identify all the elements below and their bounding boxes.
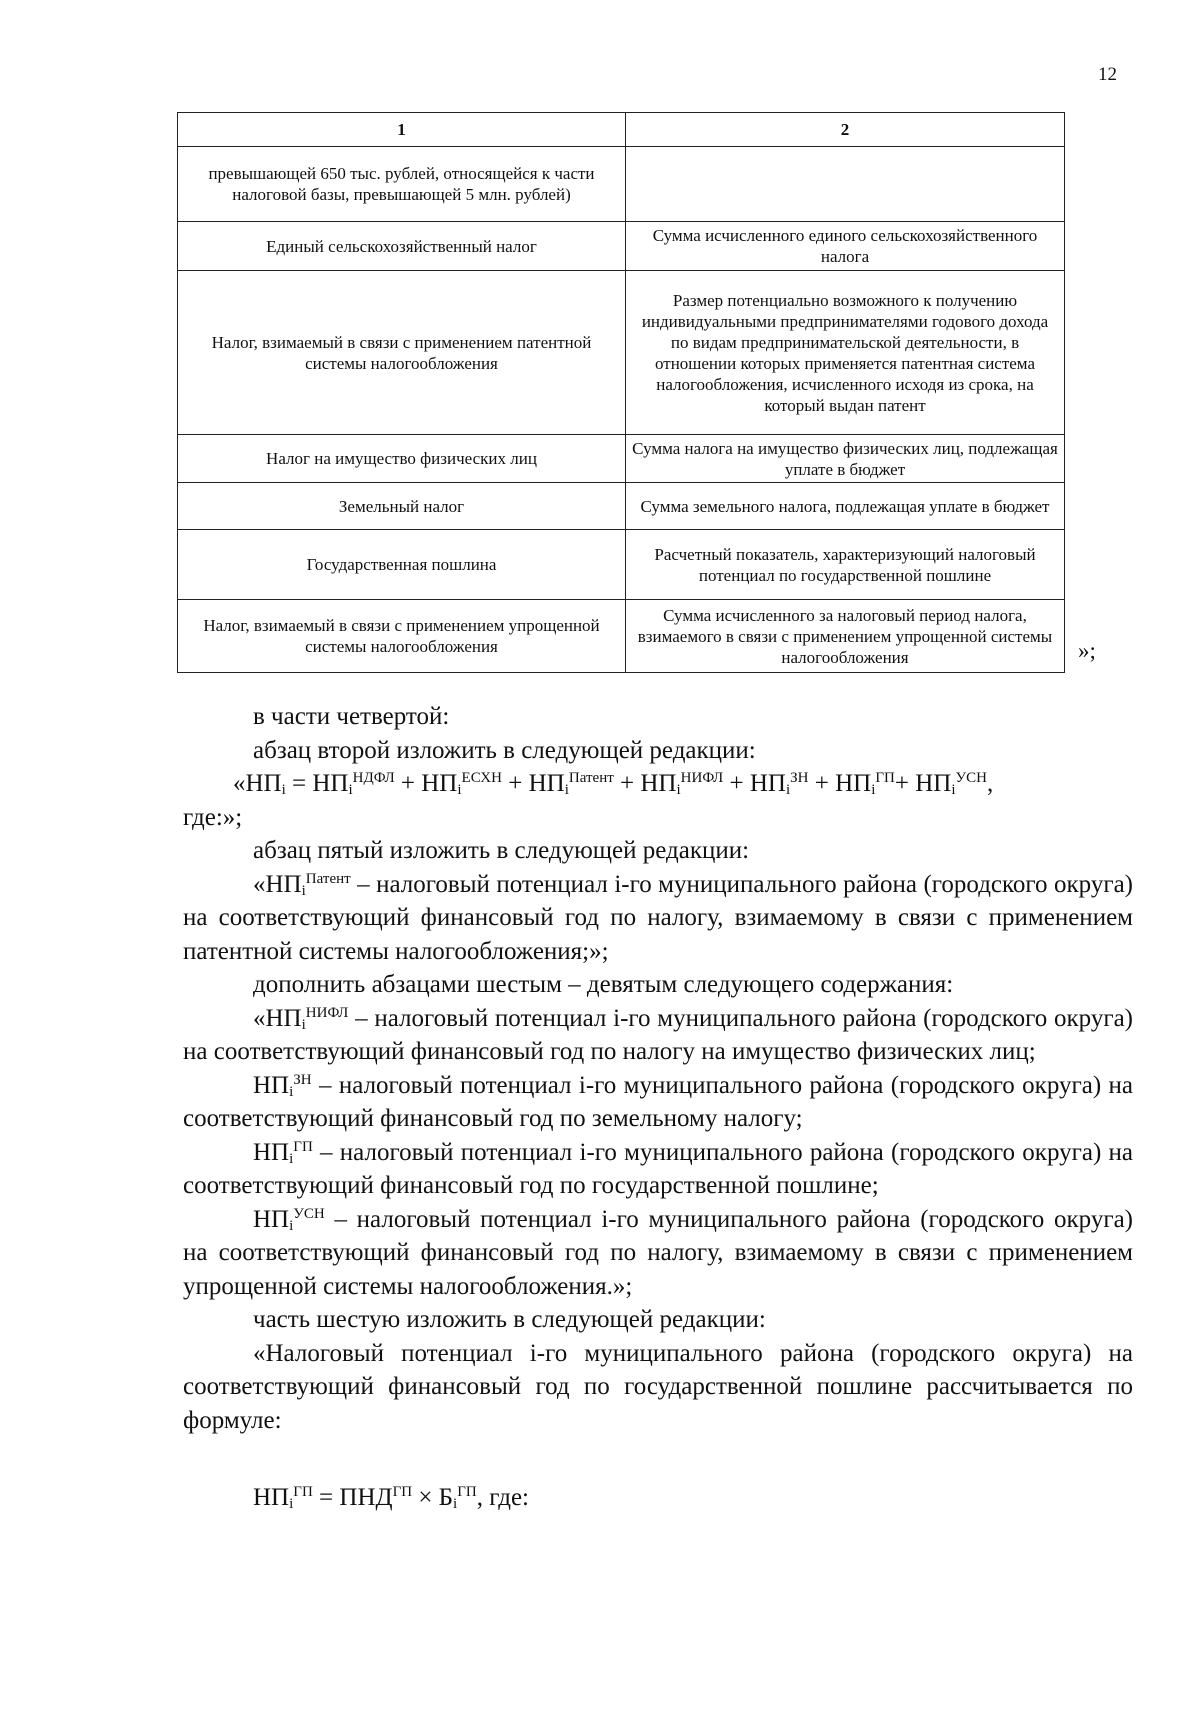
tax-base-cell: Расчетный показатель, характеризующий налоговый потенциал по государственной пошлине bbox=[626, 530, 1065, 600]
table-row bbox=[178, 530, 1065, 600]
tax-base-cell: Сумма исчисленного единого сельскохозяйственного налога bbox=[626, 222, 1065, 271]
paragraph: абзац второй изложить в следующей редакции: bbox=[253, 736, 756, 764]
definition-usn: $НП_i^{УСН}$ – налоговый потенциал i-го муниципального района (городского округа) на соответствующий финансовый год по налогу, взимаемому в связи с применением упрощенной системы налогообложения.»; bbox=[183, 1205, 1133, 1300]
table-closing-quote: »; bbox=[1078, 638, 1096, 663]
paragraph: абзац пятый изложить в следующей редакции: bbox=[253, 837, 750, 864]
tax-base-cell: Размер потенциально возможного к получению индивидуальными предпринимателями годового дохода по видам предпринимательской деятельности, в отношении которых применяется патентная система налогообложения, исчисленного исходя из срока, на который выдан патент bbox=[626, 271, 1065, 435]
column-header-2: 2 bbox=[626, 113, 1065, 147]
tax-name-cell: Налог, взимаемый в связи с применением патентной системы налогообложения bbox=[178, 271, 626, 435]
spacer bbox=[183, 1437, 1133, 1481]
paragraph: часть шестую изложить в следующей редакции: bbox=[253, 1306, 766, 1333]
tax-table bbox=[177, 112, 1065, 673]
tax-base-cell bbox=[626, 147, 1065, 222]
definition-nifl: «$НП_i^{НИФЛ}$ – налоговый потенциал i-го муниципального района (городского округа) на соответствующий финансовый год по налогу на имущество физических лиц; bbox=[183, 1004, 1133, 1065]
tax-name-cell: превышающей 650 тыс. рублей, относящейся к части налоговой базы, превышающей 5 млн. рублей) bbox=[178, 147, 626, 222]
tax-base-cell: Сумма налога на имущество физических лиц, подлежащая уплате в бюджет bbox=[626, 435, 1065, 483]
paragraph: «Налоговый потенциал i-го муниципального района (городского округа) на соответствующий финансовый год по государственной пошлине рассчитывается по формуле: bbox=[183, 1339, 1133, 1434]
definition-zn: $НП_i^{ЗН}$ – налоговый потенциал i-го муниципального района (городского округа) на соответствующий финансовый год по земельному налогу; bbox=[183, 1071, 1133, 1132]
tax-name-cell: Государственная пошлина bbox=[178, 530, 626, 600]
column-header-1: 1 bbox=[178, 113, 626, 147]
table-row bbox=[178, 147, 1065, 222]
table-row bbox=[178, 222, 1065, 271]
paragraph: дополнить абзацами шестым – девятым следующего содержания: bbox=[253, 971, 954, 998]
definition-patent: «$НП_i^{Патент}$ – налоговый потенциал i-го муниципального района (городского округа) на соответствующий финансовый год по налогу, взимаемому в связи с применением патентной системы налогообложения;»; bbox=[183, 870, 1133, 965]
formula-gp-potential: $НП_i^{ГП} = ПНД^{ГП} \times Б_i^{ГП}$, где: bbox=[253, 1484, 530, 1512]
tax-name-cell: Земельный налог bbox=[178, 483, 626, 530]
table-row bbox=[178, 271, 1065, 435]
page-number: 12 bbox=[1098, 64, 1117, 85]
paragraph: в части четвертой: bbox=[253, 703, 450, 730]
tax-base-cell: Сумма исчисленного за налоговый период налога, взимаемого в связи с применением упрощенной системы налогообложения bbox=[626, 600, 1065, 673]
formula-total-potential: «$НП_i = НП_i^{НДФЛ} + НП_i^{ЕСХН} + НП_i^{Патент} + НП_i^{НИФЛ} + НП_i^{ЗН} + НП_i^{ГП}+ НП_i^{УСН}$, bbox=[233, 770, 994, 798]
tax-name-cell: Единый сельскохозяйственный налог bbox=[178, 222, 626, 271]
body-text bbox=[183, 700, 1133, 1515]
tax-name-cell: Налог на имущество физических лиц bbox=[178, 435, 626, 483]
table-row bbox=[178, 483, 1065, 530]
tax-base-cell: Сумма земельного налога, подлежащая уплате в бюджет bbox=[626, 483, 1065, 530]
table-row bbox=[178, 600, 1065, 673]
definition-gp: $НП_i^{ГП}$ – налоговый потенциал i-го муниципального района (городского округа) на соответствующий финансовый год по государственной пошлине; bbox=[183, 1138, 1133, 1199]
tax-name-cell: Налог, взимаемый в связи с применением упрощенной системы налогообложения bbox=[178, 600, 626, 673]
paragraph: где:»; bbox=[183, 803, 243, 831]
table-header-row bbox=[178, 113, 1065, 147]
table-row bbox=[178, 435, 1065, 483]
